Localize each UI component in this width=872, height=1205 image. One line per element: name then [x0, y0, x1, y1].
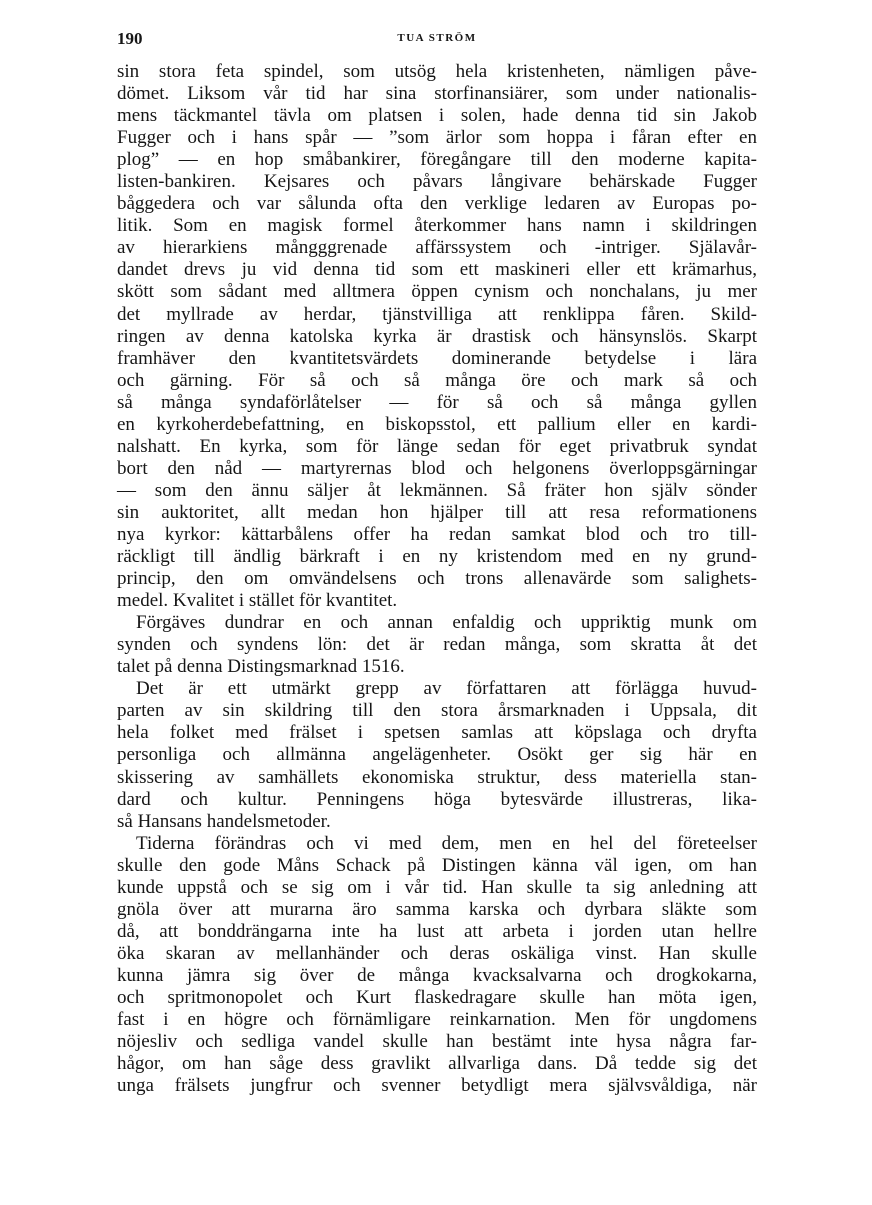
- text-line: hågor, om han såge dess gravlikt allvarliga dans. Då tedde sig det: [117, 1053, 757, 1075]
- text-line: och spritmonopolet och Kurt flaskedragare skulle han möta igen,: [117, 986, 757, 1008]
- page-number: 190: [117, 29, 143, 48]
- text-line: parten av sin skildring till den stora årsmarknaden i Uppsala, dit: [117, 700, 757, 722]
- text-line: gnöla över att murarna äro samma karska och dyrbara släkte som: [117, 898, 757, 920]
- text-line: sin stora feta spindel, som utsög hela kristenheten, nämligen påve-: [117, 61, 757, 82]
- text-line: mens täckmantel tävla om platsen i solen, hade denna tid sin Jakob: [117, 105, 757, 127]
- text-line: unga frälsets jungfrur och svenner betydligt mera självsvåldiga, när: [117, 1075, 757, 1097]
- text-line: princip, den om omvändelsens och trons allenavärde som salighets-: [117, 568, 757, 590]
- text-line: framhäver den kvantitetsvärdets dominerande betydelse i lära: [117, 347, 757, 369]
- text-line: dard och kultur. Penningens höga bytesvärde illustreras, lika-: [117, 788, 757, 810]
- text-line: och gärning. För så och så många öre och mark så och: [117, 369, 757, 391]
- running-head: [117, 29, 757, 51]
- text-line: nya kyrkor: kättarbålens offer ha redan samkat blod och tro till-: [117, 523, 757, 545]
- text-line: dandet drevs ju vid denna tid som ett maskineri eller ett krämarhus,: [117, 259, 757, 281]
- text-line-paragraph-start: Tiderna förändras och vi med dem, men en hel del företeelser: [136, 832, 757, 854]
- text-line-paragraph-start: Det är ett utmärkt grepp av författaren att förlägga huvud-: [136, 678, 757, 700]
- text-line: kunna jämra sig över de många kvacksalvarna och drogkokarna,: [117, 964, 757, 986]
- text-line-paragraph-start: Förgäves dundrar en och annan enfaldig och uppriktig munk om: [136, 612, 757, 634]
- text-line: kunde uppstå och se sig om i vår tid. Han skulle ta sig anledning att: [117, 876, 757, 898]
- text-line: skött som sådant med alltmera öppen cynism och nonchalans, ju mer: [117, 281, 757, 303]
- text-line: av hierarkiens mångggrenade affärssystem och -intriger. Själavår-: [117, 237, 757, 259]
- text-line: personliga och allmänna angelägenheter. Osökt ger sig här en: [117, 744, 757, 766]
- text-line: hela folket med frälset i spetsen samlas att köpslaga och dryfta: [117, 722, 757, 744]
- text-line: då, att bonddrängarna inte ha lust att arbeta i jorden utan hellre: [117, 920, 757, 942]
- body-text: [117, 61, 757, 1097]
- text-line: ringen av denna katolska kyrka är drastisk och hänsynslös. Skarpt: [117, 325, 757, 347]
- text-line: öka skaran av mellanhänder och deras oskäliga vinst. Han skulle: [117, 942, 757, 964]
- text-line: sin auktoritet, allt medan hon hjälper till att resa reformationens: [117, 501, 757, 523]
- text-line: plog” — en hop småbankirer, föregångare till den moderne kapita-: [117, 149, 757, 171]
- text-line: listen-bankiren. Kejsares och påvars långivare behärskade Fugger: [117, 171, 757, 193]
- text-line: fast i en högre och förnämligare reinkarnation. Men för ungdomens: [117, 1009, 757, 1031]
- running-title: TUA STRÖM: [397, 32, 477, 44]
- text-line-paragraph-end: talet på denna Distingsmarknad 1516.: [117, 656, 405, 678]
- text-line: litik. Som en magisk formel återkommer hans namn i skildringen: [117, 215, 757, 237]
- text-line-paragraph-end: medel. Kvalitet i stället för kvantitet.: [117, 590, 398, 612]
- text-line: skulle den gode Måns Schack på Distingen känna väl igen, om han: [117, 854, 757, 876]
- text-line: skissering av samhällets ekonomiska struktur, dess materiella stan-: [117, 766, 757, 788]
- text-line: Fugger och i hans spår — ”som ärlor som hoppa i fåran efter en: [117, 127, 757, 149]
- text-line: räckligt till ändlig bärkraft i en ny kristendom med en ny grund-: [117, 546, 757, 568]
- text-line: en kyrkoherdebefattning, en biskopsstol, ett pallium eller en kardi-: [117, 413, 757, 435]
- text-line: det myllrade av herdar, tjänstvilliga att renklippa fåren. Skild-: [117, 303, 757, 325]
- text-line: — som den ännu säljer åt lekmännen. Så fräter hon själv sönder: [117, 479, 757, 501]
- text-line: så många syndaförlåtelser — för så och så många gyllen: [117, 391, 757, 413]
- text-line: nöjesliv och sedliga vandel skulle han bestämt inte hysa några far-: [117, 1031, 757, 1053]
- text-line: bort den nåd — martyrernas blod och helgonens överloppsgärningar: [117, 457, 757, 479]
- text-line: synden och syndens lön: det är redan många, som skratta åt det: [117, 634, 757, 656]
- text-line: båggedera och var sålunda ofta den verklige ledaren av Europas po-: [117, 193, 757, 215]
- text-line: nalshatt. En kyrka, som för länge sedan för eget privatbruk syndat: [117, 435, 757, 457]
- text-line-paragraph-end: så Hansans handelsmetoder.: [117, 810, 331, 832]
- text-line: dömet. Liksom vår tid har sina storfinansiärer, som under nationalis-: [117, 83, 757, 105]
